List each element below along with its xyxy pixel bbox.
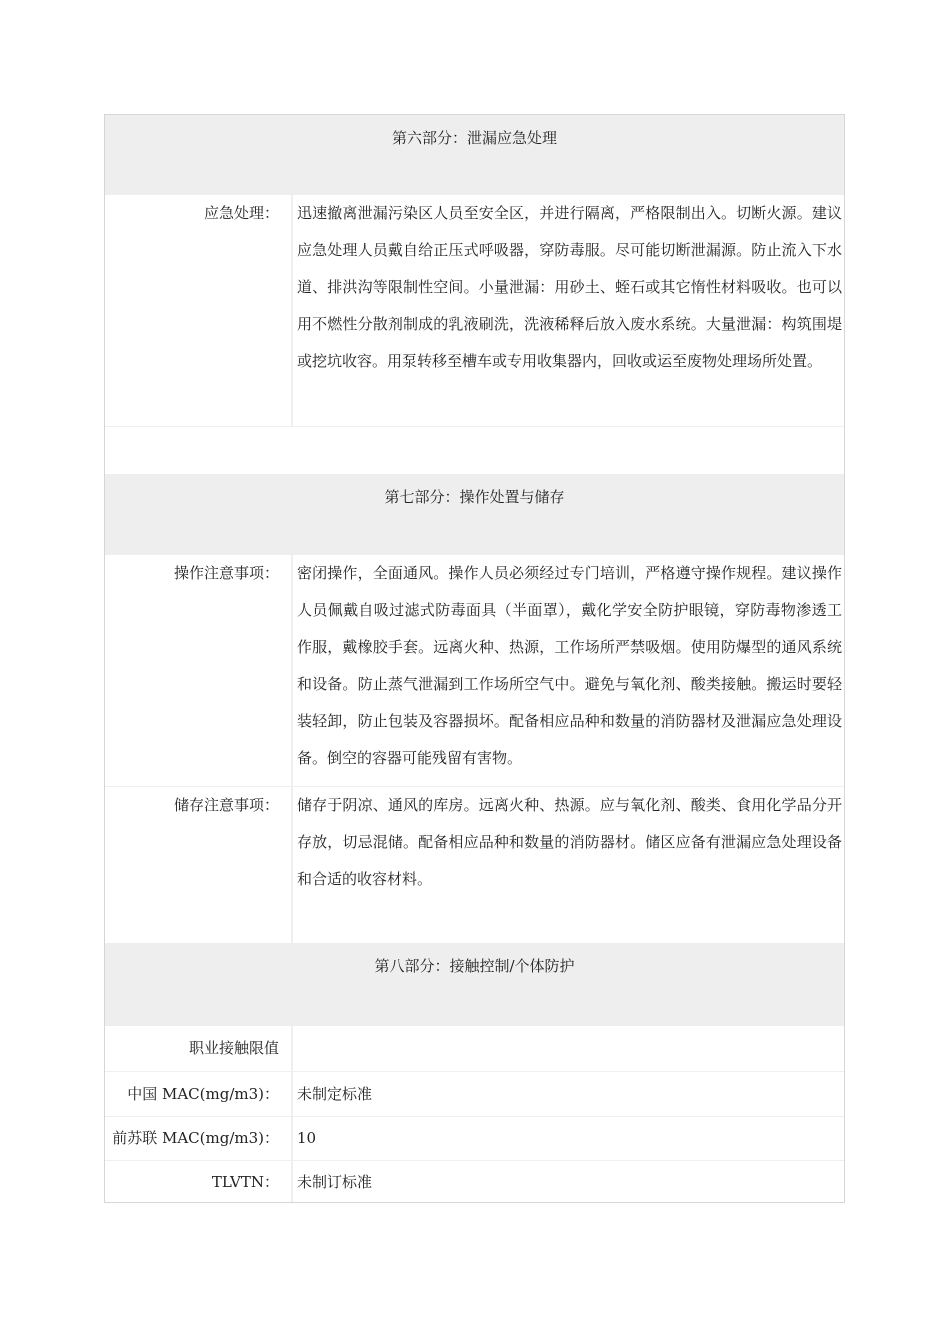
- tlvtn-row: [105, 1161, 844, 1202]
- row-value: 储存于阴凉、通风的库房。远离火种、热源。应与氧化剂、酸类、食用化学品分开存放，切忌混储。配备相应品种和数量的消防器材。储区应备有泄漏应急处理设备和合适的收容材料。: [297, 796, 842, 888]
- msds-table: [104, 114, 845, 1203]
- row-value: 未制订标准: [297, 1173, 373, 1191]
- emergency-treatment-row: [105, 195, 844, 426]
- section-eight-header: [105, 943, 844, 1026]
- section-six-title: 第六部分：泄漏应急处理: [391, 129, 557, 147]
- row-label: 储存注意事项：: [173, 796, 279, 814]
- handling-precautions-row: [105, 555, 844, 786]
- row-value: 迅速撤离泄漏污染区人员至安全区，并进行隔离，严格限制出入。切断火源。建议应急处理人员戴自给正压式呼吸器，穿防毒服。尽可能切断泄漏源。防止流入下水道、排洪沟等限制性空间。小量泄漏：用砂土、蛭石或其它惰性材料吸收。也可以用不燃性分散剂制成的乳液刷洗，洗液稀释后放入废水系统。大量泄漏：构筑围堤或挖坑收容。用泵转移至槽车或专用收集器内，回收或运至废物处理场所处置。: [297, 204, 842, 370]
- row-label: 操作注意事项：: [173, 564, 279, 582]
- storage-precautions-row: [105, 787, 844, 943]
- section-eight-title: 第八部分：接触控制/个体防护: [374, 957, 575, 975]
- ussr-mac-row: [105, 1117, 844, 1160]
- row-label: TLVTN：: [211, 1173, 279, 1191]
- row-value: 密闭操作，全面通风。操作人员必须经过专门培训，严格遵守操作规程。建议操作人员佩戴自吸过滤式防毒面具（半面罩），戴化学安全防护眼镜，穿防毒物渗透工作服，戴橡胶手套。远离火种、热源，工作场所严禁吸烟。使用防爆型的通风系统和设备。防止蒸气泄漏到工作场所空气中。避免与氧化剂、酸类接触。搬运时要轻装轻卸，防止包装及容器损坏。配备相应品种和数量的消防器材及泄漏应急处理设备。倒空的容器可能残留有害物。: [297, 564, 842, 767]
- row-label: 中国 MAC(mg/m3)：: [127, 1085, 279, 1103]
- row-value: 10: [297, 1129, 317, 1147]
- row-label: 前苏联 MAC(mg/m3)：: [112, 1129, 279, 1147]
- section-six-header: [105, 115, 844, 195]
- section-seven-title: 第七部分：操作处置与储存: [384, 488, 565, 506]
- spacer-row: [105, 427, 844, 474]
- exposure-limit-row: [105, 1026, 844, 1071]
- row-label: 应急处理：: [203, 204, 279, 222]
- row-label: 职业接触限值: [188, 1039, 279, 1057]
- column-divider: [291, 1026, 293, 1071]
- section-seven-header: [105, 474, 844, 555]
- china-mac-row: [105, 1072, 844, 1116]
- row-value: 未制定标准: [297, 1085, 373, 1103]
